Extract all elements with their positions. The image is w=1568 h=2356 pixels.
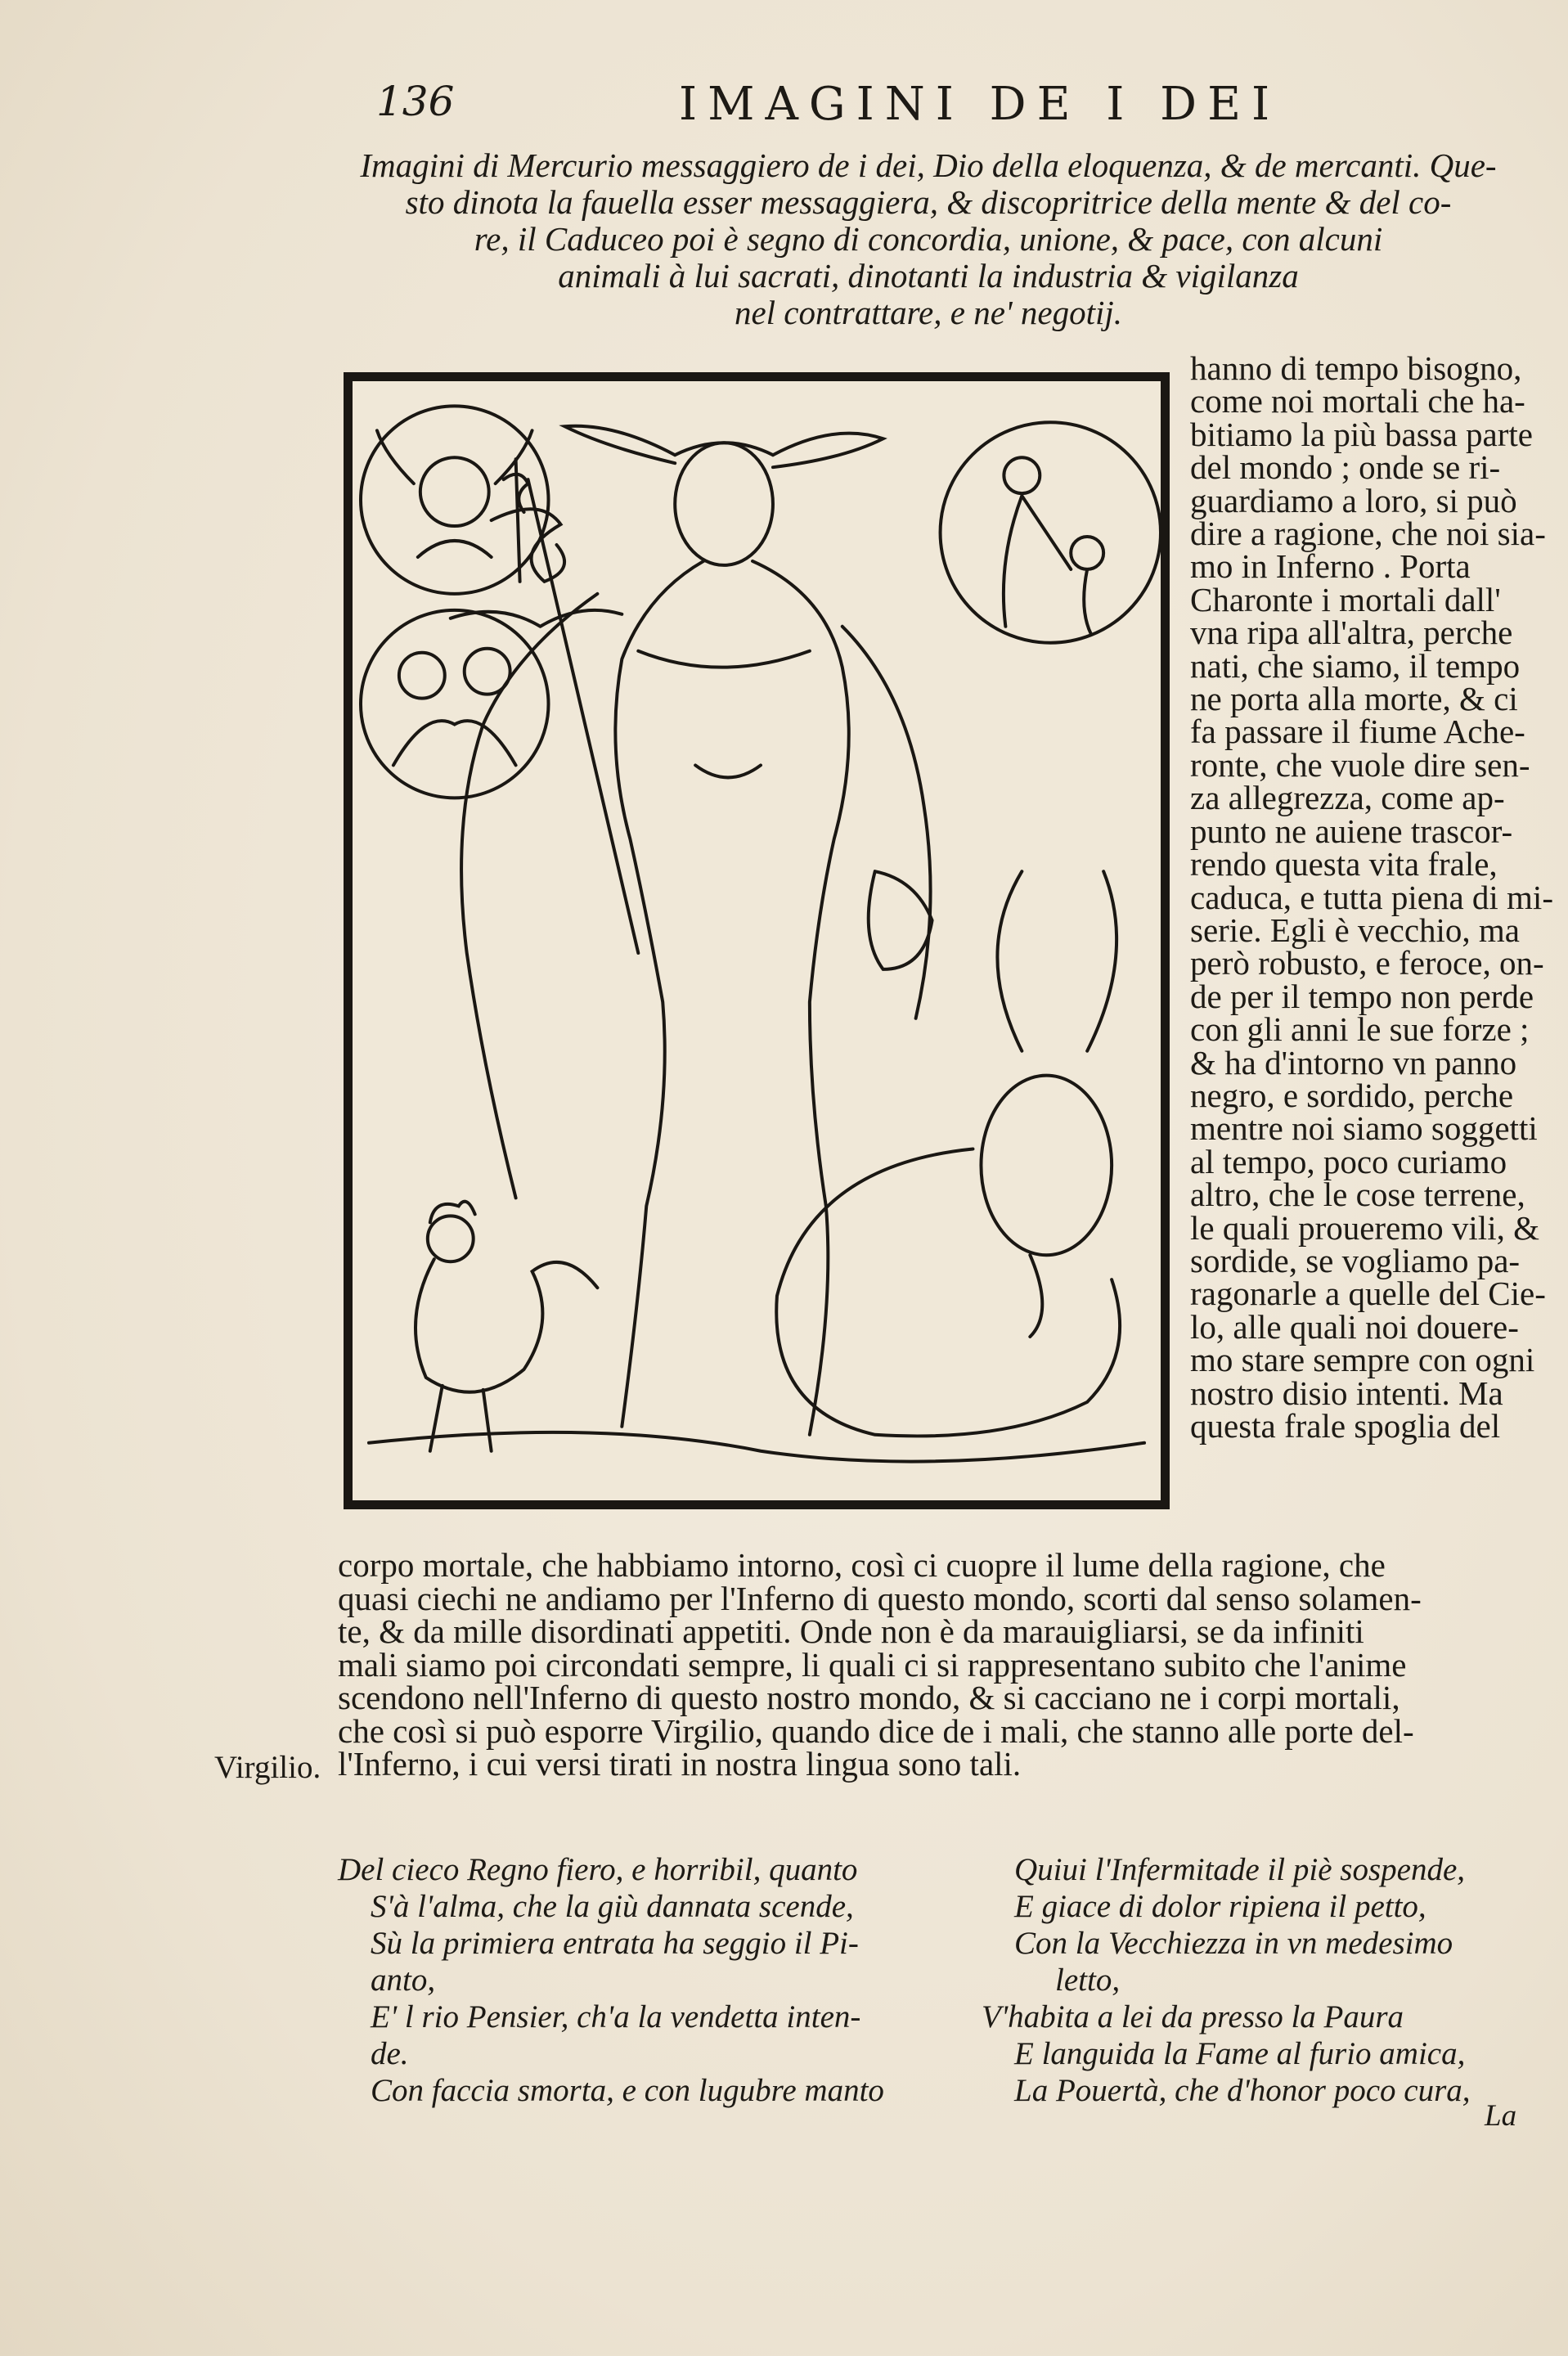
verse-line: V'habita a lei da presso la Paura bbox=[982, 1999, 1404, 2035]
text-line: altro, che le cose terrene, bbox=[1190, 1176, 1525, 1214]
text-line: bitiamo la più bassa parte bbox=[1190, 415, 1533, 453]
text-line: scendono nell'Inferno di questo nostro mondo, & si cacciano ne i corpi mortali, bbox=[338, 1679, 1400, 1716]
text-line: lo, alle quali noi douere- bbox=[1190, 1307, 1519, 1346]
caduceus-staff bbox=[528, 479, 639, 953]
caption-line: sto dinota la fauella esser messaggiera, & discopritrice della mente & del co- bbox=[405, 183, 1452, 221]
caption-line: re, il Caduceo poi è segno di concordia, unione, & pace, con alcuni bbox=[474, 220, 1383, 258]
verse-right-column bbox=[982, 1851, 1471, 2109]
goat bbox=[776, 871, 1120, 1436]
text-line: sordide, se vogliamo pa- bbox=[1190, 1241, 1521, 1279]
text-line: caduca, e tutta piena di mi- bbox=[1190, 878, 1553, 916]
text-line: mentre noi siamo soggetti bbox=[1190, 1109, 1538, 1148]
running-title: IMAGINI DE I DEI bbox=[679, 78, 1281, 131]
text-line: rendo questa vita frale, bbox=[1190, 845, 1498, 884]
woodcut-drawing bbox=[353, 381, 1161, 1500]
text-line: corpo mortale, che habbiamo intorno, così ci cuopre il lume della ragione, che bbox=[338, 1546, 1386, 1584]
text-line: mo stare sempre con ogni bbox=[1190, 1341, 1535, 1379]
verse-line: letto, bbox=[1055, 1963, 1121, 1998]
marginal-note: Virgilio. bbox=[214, 1750, 321, 1785]
mercury-head bbox=[675, 443, 773, 565]
text-line: te, & da mille disordinati appetiti. Onde non è da marauigliarsi, se da infiniti bbox=[338, 1612, 1364, 1650]
catchword: La bbox=[1485, 2099, 1517, 2133]
text-line: nati, che siamo, il tempo bbox=[1190, 646, 1521, 685]
text-line: fa passare il fiume Ache- bbox=[1190, 713, 1525, 751]
text-line: mali siamo poi circondati sempre, li quali ci si rappresentano subito che l'anime bbox=[338, 1645, 1407, 1684]
verse-line: La Pouertà, che d'honor poco cura, bbox=[1014, 2073, 1471, 2108]
caption-line: animali à lui sacrati, dinotanti la industria & vigilanza bbox=[558, 257, 1299, 294]
text-line: al tempo, poco curiamo bbox=[1190, 1142, 1507, 1180]
verse-line: E' l rio Pensier, ch'a la vendetta inten- bbox=[371, 1999, 861, 2035]
text-line: come noi mortali che ha- bbox=[1190, 382, 1525, 420]
text-line: vna ripa all'altra, perche bbox=[1190, 614, 1513, 652]
text-line: con gli anni le sue forze ; bbox=[1190, 1010, 1530, 1049]
verse-line: Con faccia smorta, e con lugubre manto bbox=[371, 2073, 884, 2108]
text-line: del mondo ; onde se ri- bbox=[1190, 448, 1501, 487]
text-line: hanno di tempo bisogno, bbox=[1190, 349, 1522, 387]
verse-line: Sù la primiera entrata ha seggio il Pi- bbox=[371, 1926, 859, 1961]
ground bbox=[369, 1432, 1144, 1462]
verse-left-column bbox=[338, 1851, 884, 2109]
verse-line: S'à l'alma, che la giù dannata scende, bbox=[371, 1889, 854, 1924]
mercury-woodcut-illustration bbox=[344, 372, 1170, 1509]
text-line: nostro disio intenti. Ma bbox=[1190, 1374, 1503, 1412]
text-line: punto ne auiene trascor- bbox=[1190, 812, 1513, 850]
text-line: negro, e sordido, perche bbox=[1190, 1076, 1514, 1114]
mercury-cloak bbox=[461, 594, 931, 1198]
text-line: però robusto, e feroce, on- bbox=[1190, 944, 1544, 982]
verse-line: E giace di dolor ripiena il petto, bbox=[1014, 1889, 1426, 1924]
text-line: serie. Egli è vecchio, ma bbox=[1190, 910, 1520, 949]
text-line: Charonte i mortali dall' bbox=[1190, 580, 1501, 618]
text-line: quasi ciechi ne andiamo per l'Inferno di questo mondo, scorti dal senso solamen- bbox=[338, 1579, 1422, 1617]
verse-line: Del cieco Regno fiero, e horribil, quanto bbox=[338, 1852, 858, 1887]
body-paragraph bbox=[338, 1546, 1548, 1783]
right-cap-wing bbox=[773, 434, 883, 468]
verse-line: E languida la Fame al furio amica, bbox=[1014, 2036, 1466, 2071]
running-head bbox=[376, 78, 1521, 143]
medallion-figures-caduceus bbox=[941, 422, 1161, 642]
text-line: za allegrezza, come ap- bbox=[1190, 779, 1505, 817]
caption-line: Imagini di Mercurio messaggiero de i dei, Dio della eloquenza, & de mercanti. Que- bbox=[360, 146, 1497, 184]
image-caption bbox=[319, 147, 1538, 331]
text-line: mo in Inferno . Porta bbox=[1190, 547, 1471, 586]
mercury-body bbox=[615, 561, 848, 1435]
text-line: dire a ragione, che noi sia- bbox=[1190, 515, 1546, 553]
text-line: ne porta alla morte, & ci bbox=[1190, 680, 1518, 718]
medallion-embracing-figures bbox=[361, 610, 549, 798]
purse bbox=[869, 871, 932, 969]
verse-line: anto, bbox=[371, 1963, 436, 1998]
left-cap-wing bbox=[564, 426, 675, 463]
text-line: l'Inferno, i cui versi tirati in nostra lingua sono tali. bbox=[338, 1745, 1022, 1783]
text-line: che così si può esporre Virgilio, quando dice de i mali, che stanno alle porte del- bbox=[338, 1711, 1414, 1750]
caption-line: nel contrattare, e ne' negotij. bbox=[734, 294, 1123, 331]
verse-line: Quiui l'Infermitade il piè sospende, bbox=[1014, 1852, 1466, 1887]
text-line: le quali proueremo vili, & bbox=[1190, 1208, 1539, 1247]
text-line: guardiamo a loro, si può bbox=[1190, 481, 1517, 519]
text-line: de per il tempo non perde bbox=[1190, 977, 1534, 1015]
text-line: & ha d'intorno vn panno bbox=[1190, 1043, 1517, 1081]
text-line: ronte, che vuole dire sen- bbox=[1190, 745, 1530, 784]
rooster bbox=[416, 1202, 597, 1451]
text-line: questa frale spoglia del bbox=[1190, 1407, 1501, 1445]
verse-line: Con la Vecchiezza in vn medesimo bbox=[1014, 1926, 1453, 1961]
page-number: 136 bbox=[376, 78, 455, 125]
verse-line: de. bbox=[371, 2036, 409, 2071]
text-line: ragonarle a quelle del Cie- bbox=[1190, 1275, 1546, 1313]
right-text-column bbox=[1190, 349, 1566, 1445]
